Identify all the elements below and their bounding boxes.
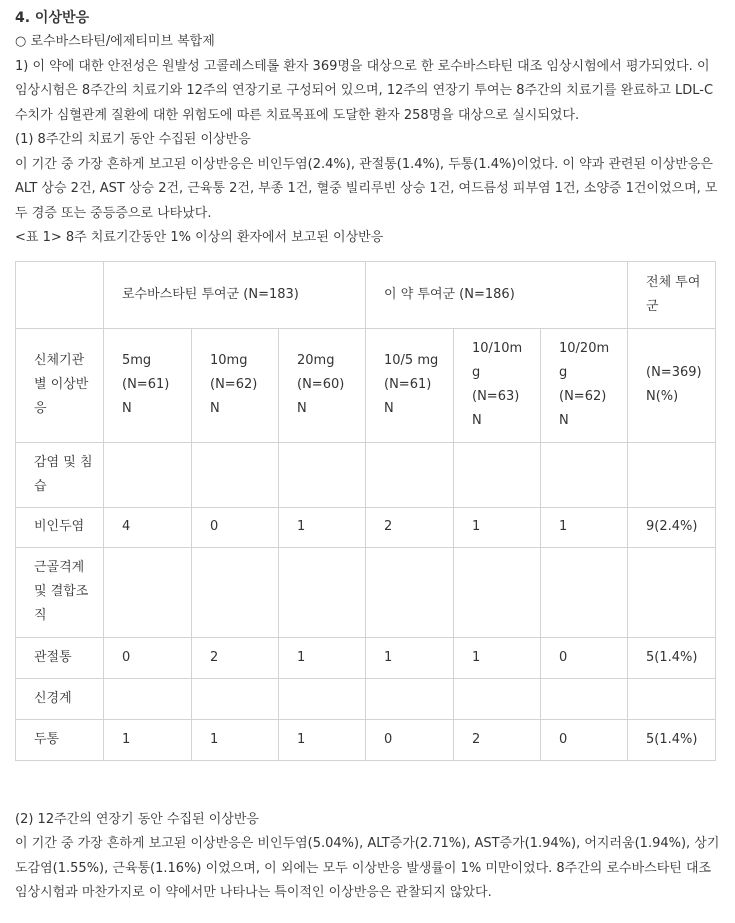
table-row [16, 547, 716, 637]
table-cell [541, 678, 628, 719]
table-cell [541, 547, 628, 637]
dose-header-line: N [210, 401, 220, 416]
table-cell [104, 547, 192, 637]
drug-line: ○ 로수바스타틴/에제티미브 복합제 [15, 34, 215, 49]
table-cell: 1 [541, 507, 628, 547]
section-title: 4. 이상반응 [15, 10, 90, 26]
row-label: 감염 및 침습 [16, 442, 104, 507]
table-cell: 2 [454, 719, 541, 760]
table-cell: 0 [192, 507, 279, 547]
dose-header-line: N [297, 401, 307, 416]
adverse-events-table [15, 261, 716, 761]
table-cell [454, 442, 541, 507]
intro-paragraph: 1) 이 약에 대한 안전성은 원발성 고콜레스테롤 환자 369명을 대상으로 한 로수바스타틴 대조 임상시험에서 평가되었다. 이 임상시험은 8주간의 치료기와 12주의 연장기로 구성되어 있으며, 12주의 연장기 투여는 8주간의 치료기를 완료하고 LDL-C 수치가 심혈관계 질환에 대한 위험도에 따른 치료목표에 도달한 환자 258명을 대상으로 실시되었다. [15, 58, 714, 123]
table-cell [279, 547, 366, 637]
dose-header-line: N [384, 401, 394, 416]
dose-header-line: 10/10mg [472, 341, 523, 380]
table-cell [541, 442, 628, 507]
table-cell: 1 [104, 719, 192, 760]
table-cell [366, 678, 454, 719]
table-cell: 1 [279, 637, 366, 678]
table-row [16, 678, 716, 719]
dose-header-line: (N=61) [122, 377, 170, 392]
table-row [16, 719, 716, 760]
table-cell: 1 [366, 637, 454, 678]
subsection-1-text: 이 기간 중 가장 흔하게 보고된 이상반응은 비인두염(2.4%), 관절통(1.4%), 두통(1.4%)이었다. 이 약과 관련된 이상반응은 ALT 상승 2건, AST 상승 2건, 근육통 2건, 부종 1건, 혈중 빌리루빈 상승 1건, 여드름성 피부염 1건, 소양증 1건이었으며, 모두 경증 또는 중등증으로 나타났다. [15, 156, 718, 221]
table-cell [454, 547, 541, 637]
table-cell: 0 [541, 637, 628, 678]
table-cell [279, 678, 366, 719]
group-header-this-drug: 이 약 투여군 (N=186) [366, 261, 628, 328]
organ-class-header: 신체기관별 이상반응 [16, 328, 104, 442]
dose-header-cell [104, 328, 192, 442]
row-label: 관절통 [16, 637, 104, 678]
table-cell [366, 442, 454, 507]
table-row [16, 442, 716, 507]
row-label: 신경계 [16, 678, 104, 719]
table-cell [279, 442, 366, 507]
table-cell: 5(1.4%) [628, 637, 716, 678]
dose-header-line: (N=62) [210, 377, 258, 392]
row-label: 두통 [16, 719, 104, 760]
dose-header-cell [192, 328, 279, 442]
dose-header-line: N [559, 413, 569, 428]
table-cell [192, 547, 279, 637]
table-cell: 1 [279, 507, 366, 547]
dose-header-line: N [472, 413, 482, 428]
dose-header-line: 10/5 mg [384, 353, 439, 368]
dose-header-cell [454, 328, 541, 442]
table-cell: 0 [104, 637, 192, 678]
table-cell [366, 547, 454, 637]
row-label: 근골격계 및 결합조직 [16, 547, 104, 637]
table-cell: 2 [366, 507, 454, 547]
table-cell: 0 [366, 719, 454, 760]
dose-header-line: N(%) [646, 389, 679, 404]
dose-header-cell [279, 328, 366, 442]
group-header-rosuvastatin: 로수바스타틴 투여군 (N=183) [104, 261, 366, 328]
dose-header-line: N [122, 401, 132, 416]
table-cell: 5(1.4%) [628, 719, 716, 760]
dose-header-line: 20mg [297, 353, 335, 368]
dose-header-line: (N=61) [384, 377, 432, 392]
table-cell: 2 [192, 637, 279, 678]
dose-header-line: (N=63) [472, 389, 520, 404]
subsection-1-title: (1) 8주간의 치료기 동안 수집된 이상반응 [15, 132, 251, 147]
table-cell: 1 [454, 507, 541, 547]
table-cell: 1 [192, 719, 279, 760]
row-label: 비인두염 [16, 507, 104, 547]
dose-header-line: (N=369) [646, 365, 702, 380]
dose-header-line: (N=62) [559, 389, 607, 404]
table-cell [192, 442, 279, 507]
table-cell [104, 442, 192, 507]
dose-header-cell [366, 328, 454, 442]
table-group-header-row [16, 261, 716, 328]
table-cell [628, 547, 716, 637]
dose-header-cell [541, 328, 628, 442]
table-cell [628, 442, 716, 507]
dose-header-line: (N=60) [297, 377, 345, 392]
table-cell: 9(2.4%) [628, 507, 716, 547]
table-cell: 0 [541, 719, 628, 760]
table-cell: 1 [279, 719, 366, 760]
table-caption: <표 1> 8주 치료기간동안 1% 이상의 환자에서 보고된 이상반응 [15, 230, 384, 245]
table-cell [628, 678, 716, 719]
subsection-2-title: (2) 12주간의 연장기 동안 수집된 이상반응 [15, 811, 259, 827]
dose-header-cell [628, 328, 716, 442]
table-row [16, 507, 716, 547]
dose-header-line: 5mg [122, 353, 152, 368]
table-dose-header-row [16, 328, 716, 442]
table-cell [104, 678, 192, 719]
dose-header-line: 10mg [210, 353, 248, 368]
table-cell [192, 678, 279, 719]
table-cell: 4 [104, 507, 192, 547]
subsection-2-text: 이 기간 중 가장 흔하게 보고된 이상반응은 비인두염(5.04%), ALT증가(2.71%), AST증가(1.94%), 어지러움(1.94%), 상기도감염(1.55%), 근육통(1.16%) 이었으며, 이 외에는 모두 이상반응 발생률이 1% 미만이었다. 8주간의 로수바스타틴 대조 임상시험과 마찬가지로 이 약에서만 나타나는 특이적인 이상반응은 관찰되지 않았다. [15, 836, 720, 900]
table-row [16, 637, 716, 678]
table-header-blank [16, 261, 104, 328]
table-cell [454, 678, 541, 719]
dose-header-line: 10/20mg [559, 341, 610, 380]
table-cell: 1 [454, 637, 541, 678]
group-header-total: 전체 투여군 [628, 261, 716, 328]
